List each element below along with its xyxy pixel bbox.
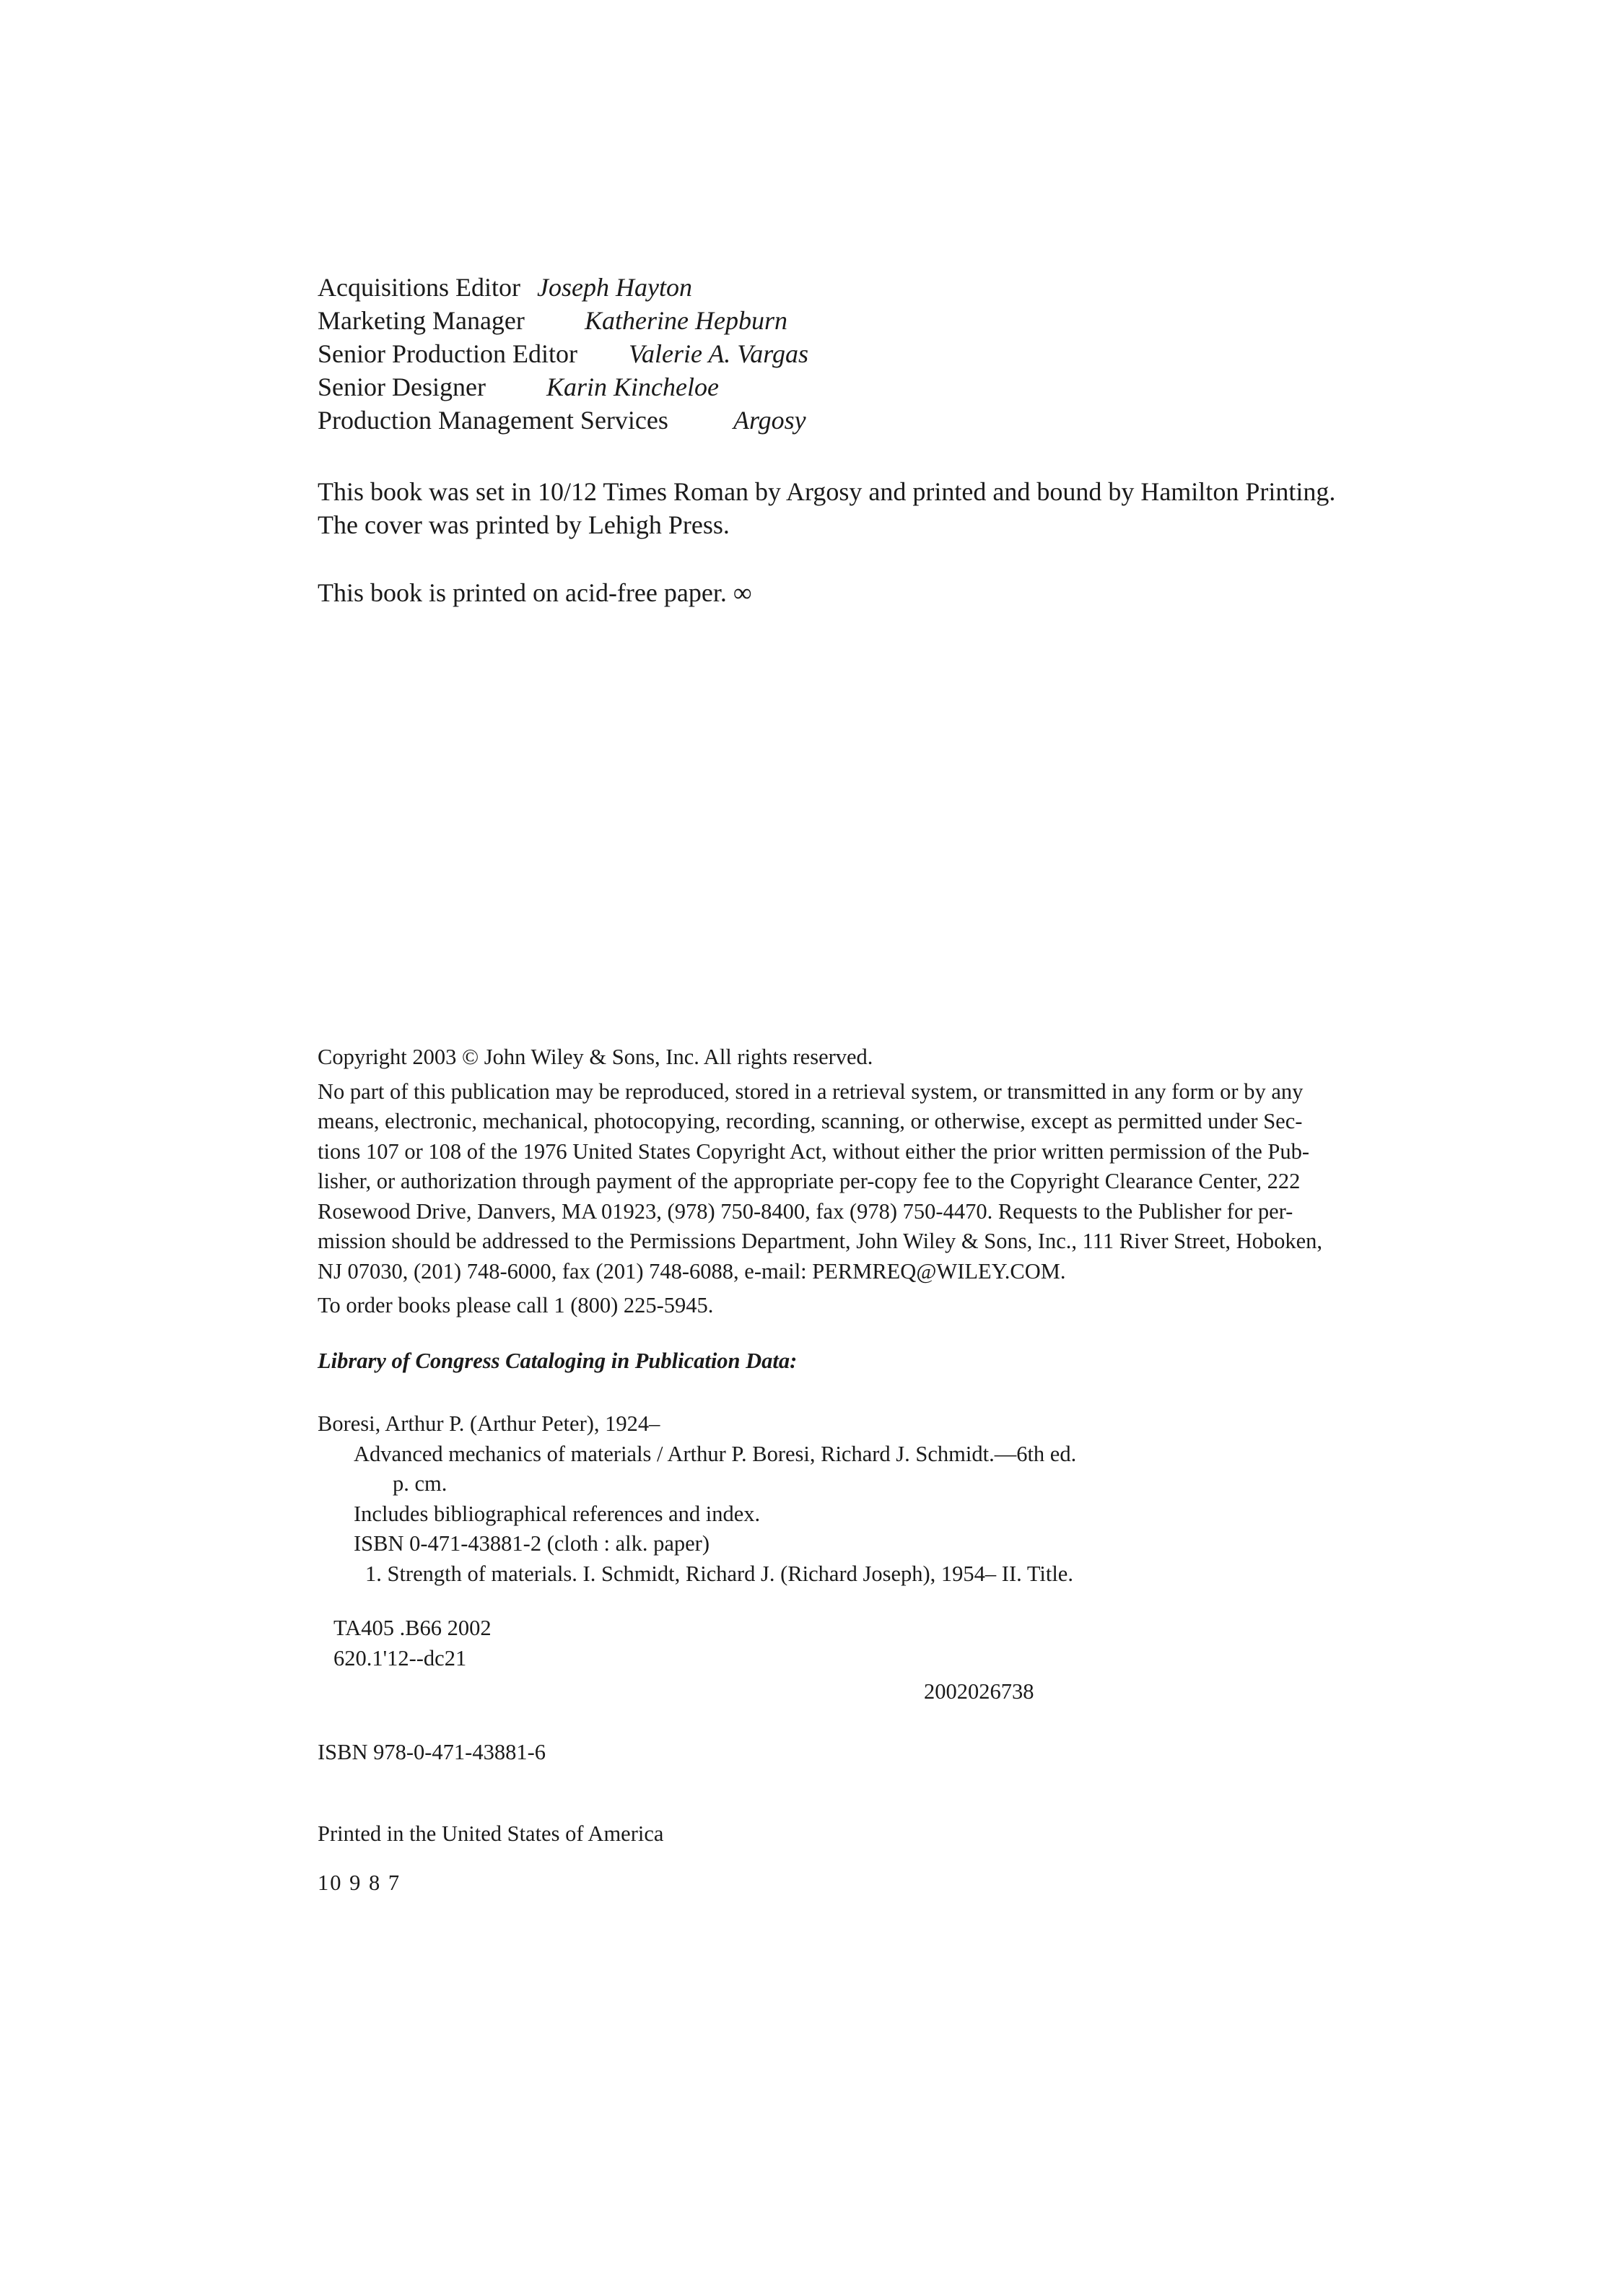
printing-line: 10 9 8 7 — [318, 1870, 401, 1895]
cip-subjects: 1. Strength of materials. I. Schmidt, Richard J. (Richard Joseph), 1954– II. Title. — [365, 1561, 1073, 1586]
copyright-line: Copyright 2003 © John Wiley & Sons, Inc. All rights reserved. — [318, 1045, 873, 1069]
dewey-number: 620.1'12--dc21 — [333, 1645, 467, 1670]
credit-row — [318, 304, 1400, 337]
classification-block — [333, 1613, 492, 1673]
credit-role: Senior Designer — [318, 373, 486, 401]
cip-pages: p. cm. — [393, 1471, 448, 1496]
notice-line: NJ 07030, (201) 748-6000, fax (201) 748-6088, e-mail: PERMREQ@WILEY.COM. — [318, 1258, 1066, 1284]
lccn: 2002026738 — [924, 1679, 1034, 1704]
colophon-line: The cover was printed by Lehigh Press. — [318, 510, 730, 539]
notice-line: Rosewood Drive, Danvers, MA 01923, (978) 750-8400, fax (978) 750-4470. Requests to the Publisher for per- — [318, 1198, 1293, 1224]
credit-name: Valerie A. Vargas — [629, 339, 808, 368]
credit-role: Senior Production Editor — [318, 339, 577, 368]
cip-heading: Library of Congress Cataloging in Publication Data: — [318, 1349, 798, 1373]
credit-name: Joseph Hayton — [537, 273, 692, 302]
notice-line: means, electronic, mechanical, photocopying, recording, scanning, or otherwise, except as permitted under Sec- — [318, 1109, 1303, 1133]
credit-row — [318, 370, 1400, 404]
credit-row — [318, 337, 1400, 370]
credit-name: Karin Kincheloe — [546, 373, 719, 401]
credit-name: Argosy — [733, 406, 806, 435]
credit-name: Katherine Hepburn — [585, 306, 787, 335]
cip-isbn: ISBN 0-471-43881-2 (cloth : alk. paper) — [354, 1531, 710, 1556]
credit-role: Production Management Services — [318, 406, 668, 435]
cip-author: Boresi, Arthur P. (Arthur Peter), 1924– — [318, 1411, 660, 1436]
order-line: To order books please call 1 (800) 225-5945. — [318, 1293, 714, 1317]
copyright-block — [318, 1042, 1415, 1321]
credit-row — [318, 271, 1400, 304]
credit-role: Marketing Manager — [318, 306, 525, 335]
credit-row — [318, 404, 1400, 437]
acid-free-note: This book is printed on acid-free paper. ∞ — [318, 578, 752, 607]
notice-line: tions 107 or 108 of the 1976 United States Copyright Act, without either the prior written permission of the Pub- — [318, 1138, 1310, 1164]
cip-includes: Includes bibliographical references and index. — [354, 1501, 761, 1526]
credit-role: Acquisitions Editor — [318, 273, 520, 302]
call-number: TA405 .B66 2002 — [333, 1616, 492, 1640]
notice-line: mission should be addressed to the Permissions Department, John Wiley & Sons, Inc., 111 River Street, Hoboken, — [318, 1229, 1323, 1253]
colophon — [318, 475, 1444, 541]
notice-line: No part of this publication may be reproduced, stored in a retrieval system, or transmitted in any form or by any — [318, 1079, 1304, 1104]
credits-block — [318, 271, 1400, 437]
cip-block — [318, 1409, 1400, 1589]
printed-in: Printed in the United States of America — [318, 1821, 664, 1846]
notice-line: lisher, or authorization through payment of the appropriate per-copy fee to the Copyright Clearance Center, 222 — [318, 1169, 1301, 1193]
cip-title: Advanced mechanics of materials / Arthur P. Boresi, Richard J. Schmidt.—6th ed. — [354, 1441, 1077, 1466]
colophon-line: This book was set in 10/12 Times Roman by Argosy and printed and bound by Hamilton Printing. — [318, 477, 1336, 506]
isbn-line: ISBN 978-0-471-43881-6 — [318, 1740, 546, 1764]
